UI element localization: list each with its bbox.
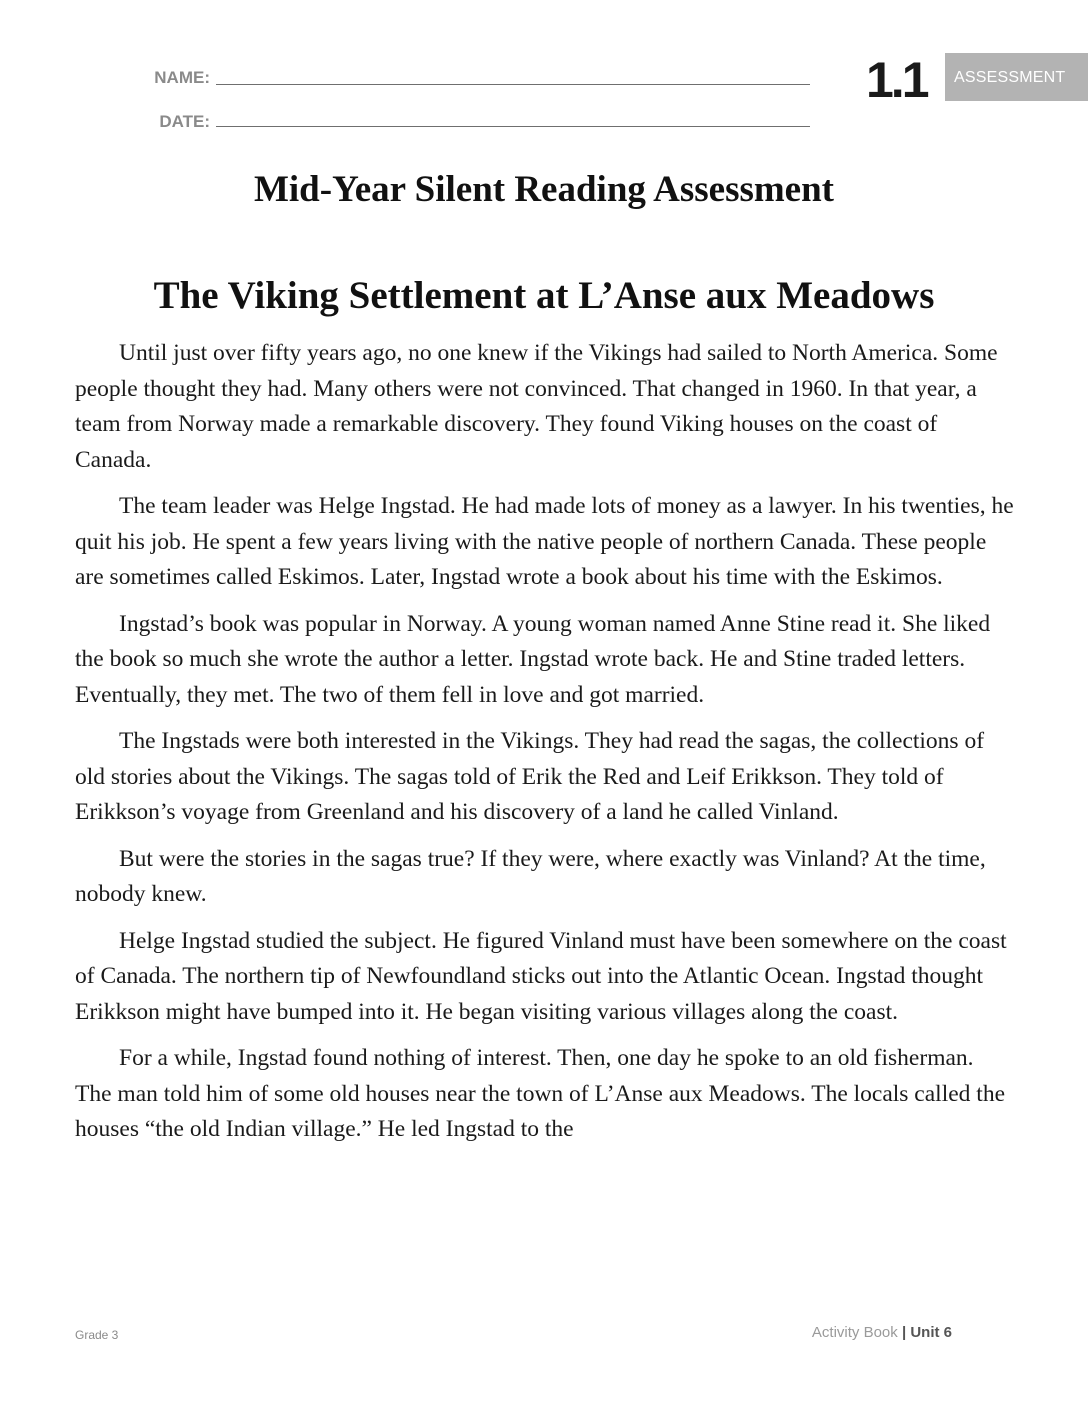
date-label: DATE:	[159, 112, 210, 131]
lesson-number: 1.1	[866, 52, 927, 108]
footer-unit: Unit 6	[910, 1324, 952, 1341]
paragraph: The team leader was Helge Ingstad. He had made lots of money as a lawyer. In his twenties, he quit his job. He spent a few years living with the native people of northern Canada. These people are sometimes called Eskimos. Later, Ingstad wrote a book about his time with the Eskimos.	[75, 493, 1014, 590]
story-body	[75, 336, 1015, 1159]
name-label: NAME:	[154, 68, 210, 87]
paragraph: Until just over fifty years ago, no one knew if the Vikings had sailed to North America. Some people thought they had. Many others were not convinced. That changed in 1960. In that year, a team from Norway made a remarkable discovery. They found Viking houses on the coast of Canada.	[75, 340, 998, 473]
paragraph: The Ingstads were both interested in the Vikings. They had read the sagas, the collections of old stories about the Vikings. The sagas told of Erik the Red and Leif Erikkson. They told of Erikkson’s voyage from Greenland and his discovery of a land he called Vinland.	[75, 728, 985, 825]
paragraph: But were the stories in the sagas true? If they were, where exactly was Vinland? At the time, nobody knew.	[75, 845, 986, 907]
footer-book-info	[812, 1324, 952, 1341]
paragraph: Helge Ingstad studied the subject. He figured Vinland must have been somewhere on the coast of Canada. The northern tip of Newfoundland sticks out into the Atlantic Ocean. Ingstad thought Erikkson might have bumped into it. He began visiting various villages along the coast.	[75, 927, 1007, 1025]
assessment-badge: ASSESSMENT	[945, 53, 1088, 101]
paragraph: Ingstad’s book was popular in Norway. A young woman named Anne Stine read it. She liked the book so much she wrote the author a letter. Ingstad wrote back. He and Stine traded letters. Eventually, they met. The two of them fell in love and got married.	[75, 610, 991, 708]
story-title: The Viking Settlement at L’Anse aux Meadows	[153, 274, 935, 317]
footer-grade: Grade 3	[75, 1328, 119, 1342]
page-title: Mid-Year Silent Reading Assessment	[253, 169, 835, 210]
footer-separator: |	[901, 1324, 907, 1341]
date-line[interactable]	[216, 126, 810, 127]
name-line[interactable]	[216, 84, 810, 85]
footer-book: Activity Book	[811, 1324, 898, 1341]
paragraph: For a while, Ingstad found nothing of interest. Then, one day he spoke to an old fisherman. The man told him of some old houses near the town of L’Anse aux Meadows. The locals called the houses “the old Indian village.” He led Ingstad to the	[75, 1045, 1005, 1142]
